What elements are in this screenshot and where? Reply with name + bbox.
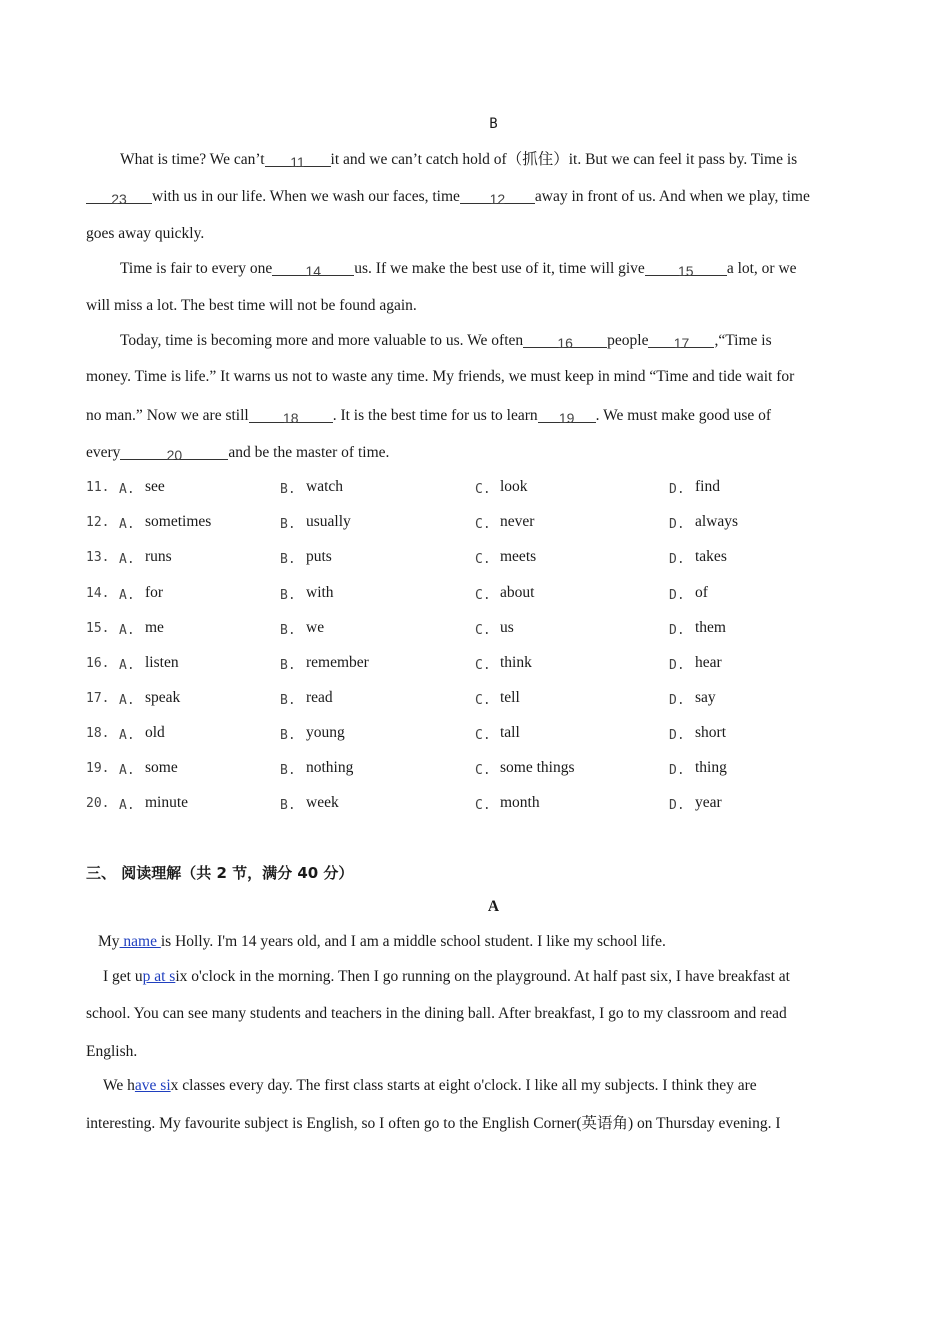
answer-blank: 19: [538, 405, 596, 423]
option-b[interactable]: we: [306, 619, 325, 636]
question-number: 18.: [86, 726, 110, 741]
question-number: 19.: [86, 761, 110, 776]
passage-heading: B: [489, 116, 498, 132]
option-c[interactable]: tall: [500, 724, 520, 741]
text-link[interactable]: p at s: [142, 968, 176, 985]
paragraph-line: goes away quickly.: [86, 225, 205, 242]
option-a[interactable]: listen: [145, 654, 179, 671]
option-d[interactable]: short: [695, 724, 726, 741]
paragraph-line: every 20 and be the master of time.: [86, 444, 390, 463]
answer-blank: 12: [460, 186, 535, 204]
option-d[interactable]: hear: [695, 654, 722, 671]
option-d[interactable]: always: [695, 513, 739, 530]
question-number: 13.: [86, 550, 110, 565]
answer-blank: 15: [645, 258, 727, 276]
answer-blank: 11: [265, 149, 331, 167]
paragraph-line: will miss a lot. The best time will not be found again.: [86, 297, 417, 314]
paragraph-line: no man.” Now we are still 18 . It is the best time for us to learn 19 . We must make good use of: [86, 407, 772, 426]
answer-blank: 18: [249, 405, 333, 423]
option-c[interactable]: us: [500, 619, 514, 636]
paragraph-line: money. Time is life.” It warns us not to waste any time. My friends, we must keep in mind “Time and tide wait for: [86, 368, 795, 385]
paragraph-line: school. You can see many students and teachers in the dining ball. After breakfast, I go to my classroom and read: [86, 1005, 787, 1022]
answer-blank: 23: [86, 186, 152, 204]
option-b[interactable]: week: [306, 794, 339, 811]
option-d[interactable]: say: [695, 689, 716, 706]
question-number: 15.: [86, 621, 110, 636]
option-d[interactable]: year: [695, 794, 722, 811]
text-link[interactable]: name: [119, 933, 161, 950]
option-c[interactable]: month: [500, 794, 540, 811]
option-b[interactable]: young: [306, 724, 345, 741]
answer-blank: 16: [523, 330, 607, 348]
paragraph-line: Today, time is becoming more and more valuable to us. We often 16 people 17 ,“Time is: [120, 332, 772, 351]
option-a[interactable]: for: [145, 584, 164, 601]
paragraph-line: What is time? We can’t 11 it and we can’t catch hold of（抓住）it. But we can feel it pass by. Time is: [120, 151, 798, 170]
option-c[interactable]: some things: [500, 759, 575, 776]
option-d[interactable]: takes: [695, 548, 727, 565]
answer-blank: 20: [120, 442, 228, 460]
option-d[interactable]: thing: [695, 759, 727, 776]
option-a[interactable]: speak: [145, 689, 181, 706]
option-a[interactable]: old: [145, 724, 165, 741]
paragraph-line: interesting. My favourite subject is English, so I often go to the English Corner(英语角) on Thursday evening. I: [86, 1115, 781, 1132]
passage-heading: A: [487, 898, 500, 915]
option-a[interactable]: runs: [145, 548, 172, 565]
option-c[interactable]: meets: [500, 548, 537, 565]
text-link[interactable]: ave si: [134, 1077, 171, 1094]
option-b[interactable]: with: [306, 584, 334, 601]
option-c[interactable]: never: [500, 513, 535, 530]
option-d[interactable]: them: [695, 619, 726, 636]
paragraph-line: My name is Holly. I'm 14 years old, and I am a middle school student. I like my school life.: [98, 933, 666, 950]
section-title: 三、 阅读理解（共 2 节，满分 40 分）: [86, 864, 354, 882]
option-b[interactable]: watch: [306, 478, 344, 495]
paragraph-line: I get up at six o'clock in the morning. Then I go running on the playground. At half past six, I have breakfast at: [103, 968, 790, 985]
option-a[interactable]: some: [145, 759, 178, 776]
question-number: 17.: [86, 691, 110, 706]
option-c[interactable]: look: [500, 478, 528, 495]
paragraph-line: 23 with us in our life. When we wash our faces, time 12 away in front of us. And when we play, time: [86, 186, 810, 207]
question-number: 14.: [86, 586, 110, 601]
option-a[interactable]: me: [145, 619, 164, 636]
option-a[interactable]: sometimes: [145, 513, 212, 530]
option-c[interactable]: tell: [500, 689, 520, 706]
option-b[interactable]: usually: [306, 513, 351, 530]
option-b[interactable]: read: [306, 689, 333, 706]
option-a[interactable]: minute: [145, 794, 189, 811]
question-number: 16.: [86, 656, 110, 671]
option-d[interactable]: of: [695, 584, 708, 601]
question-number: 20.: [86, 796, 110, 811]
paragraph-line: Time is fair to every one 14 us. If we make the best use of it, time will give 15 a lot, or we: [120, 260, 797, 279]
answer-blank: 14: [272, 258, 354, 276]
option-b[interactable]: nothing: [306, 759, 354, 776]
paragraph-line: We have six classes every day. The first class starts at eight o'clock. I like all my subjects. I think they are: [103, 1077, 757, 1094]
option-b[interactable]: puts: [306, 548, 332, 565]
option-d[interactable]: find: [695, 478, 720, 495]
option-a[interactable]: see: [145, 478, 165, 495]
paragraph-line: English.: [86, 1043, 138, 1060]
question-number: 12.: [86, 515, 110, 530]
option-c[interactable]: about: [500, 584, 535, 601]
option-c[interactable]: think: [500, 654, 532, 671]
option-b[interactable]: remember: [306, 654, 369, 671]
question-number: 11.: [86, 480, 110, 495]
answer-blank: 17: [648, 330, 714, 348]
